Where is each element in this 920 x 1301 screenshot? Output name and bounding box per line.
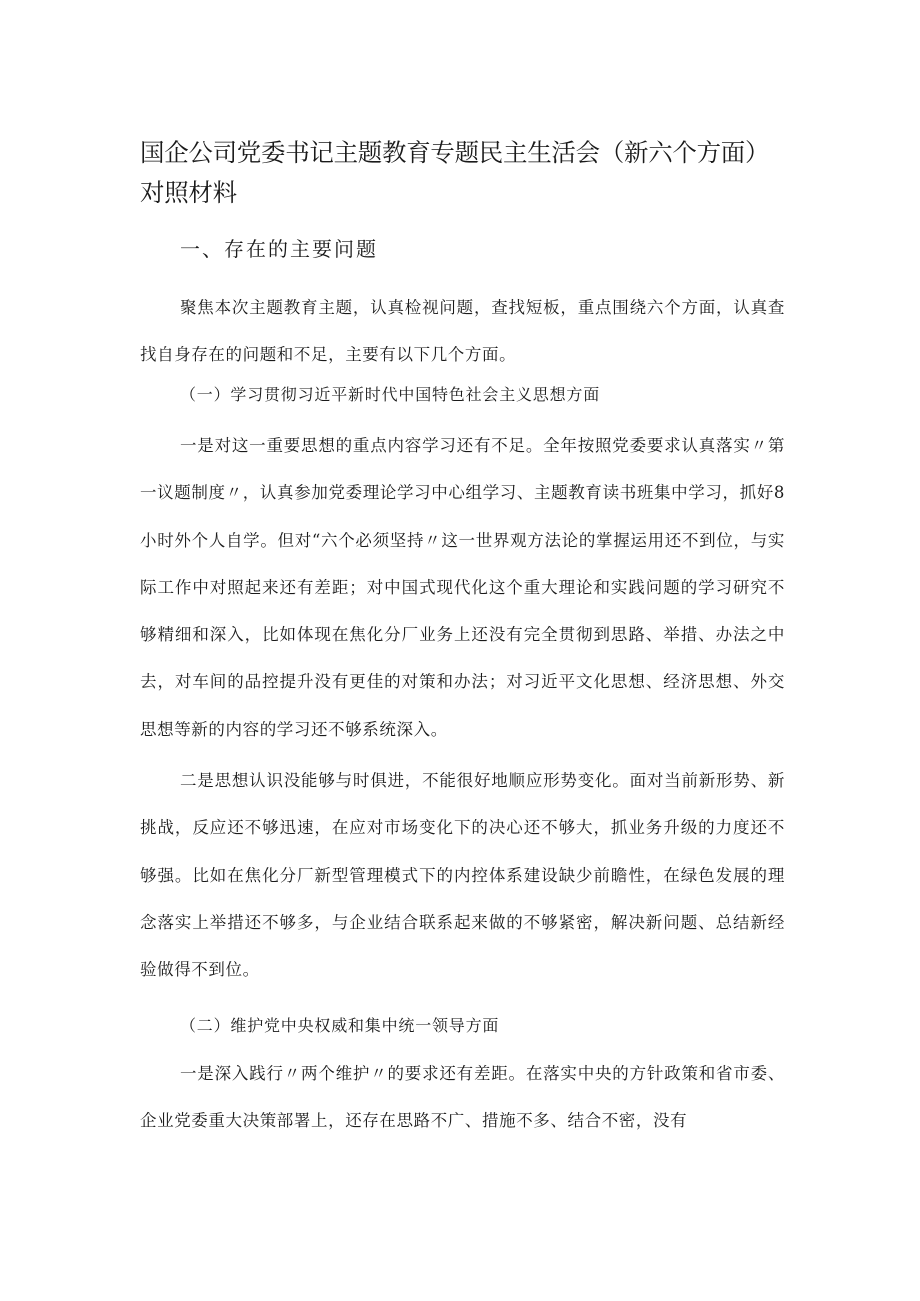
- intro-paragraph: 聚焦本次主题教育主题，认真检视问题，查找短板，重点围绕六个方面，认真查找自身存在的问题和不足，主要有以下几个方面。: [140, 298, 785, 365]
- subsection-heading-2: （二）维护党中央权威和集中统一领导方面: [180, 1016, 500, 1035]
- document-title: 国企公司党委书记主题教育专题民主生活会（新六个方面）对照材料: [140, 138, 770, 207]
- paragraph-3: 一是深入践行〃两个维护〃的要求还有差距。在落实中央的方针政策和省市委、企业党委重大决策部署上，还存在思路不广、措施不多、结合不密，没有: [140, 1064, 785, 1131]
- paragraph-2: 二是思想认识没能够与时俱进，不能很好地顺应形势变化。面对当前新形势、新挑战，反应还不够迅速，在应对市场变化下的决心还不够大，抓业务升级的力度还不够强。比如在焦化分厂新型管理模式下的内控体系建设缺少前瞻性，在绿色发展的理念落实上举措还不够多，与企业结合联系起来做的不够紧密，解决新问题、总结新经验做得不到位。: [140, 771, 785, 980]
- section-heading: 一、存在的主要问题: [180, 237, 378, 261]
- subsection-heading-1: （一）学习贯彻习近平新时代中国特色社会主义思想方面: [180, 385, 601, 404]
- paragraph-1: 一是对这一重要思想的重点内容学习还有不足。全年按照党委要求认真落实〃第一议题制度〃，认真参加党委理论学习中心组学习、主题教育读书班集中学习，抓好8小时外个人自学。但对“六个必须坚持〃这一世界观方法论的掌握运用还不到位，与实际工作中对照起来还有差距；对中国式现代化这个重大理论和实践问题的学习研究不够精细和深入，比如体现在焦化分厂业务上还没有完全贯彻到思路、举措、办法之中去，对车间的品控提升没有更佳的对策和办法；对习近平文化思想、经济思想、外交思想等新的内容的学习还不够系统深入。: [140, 436, 785, 739]
